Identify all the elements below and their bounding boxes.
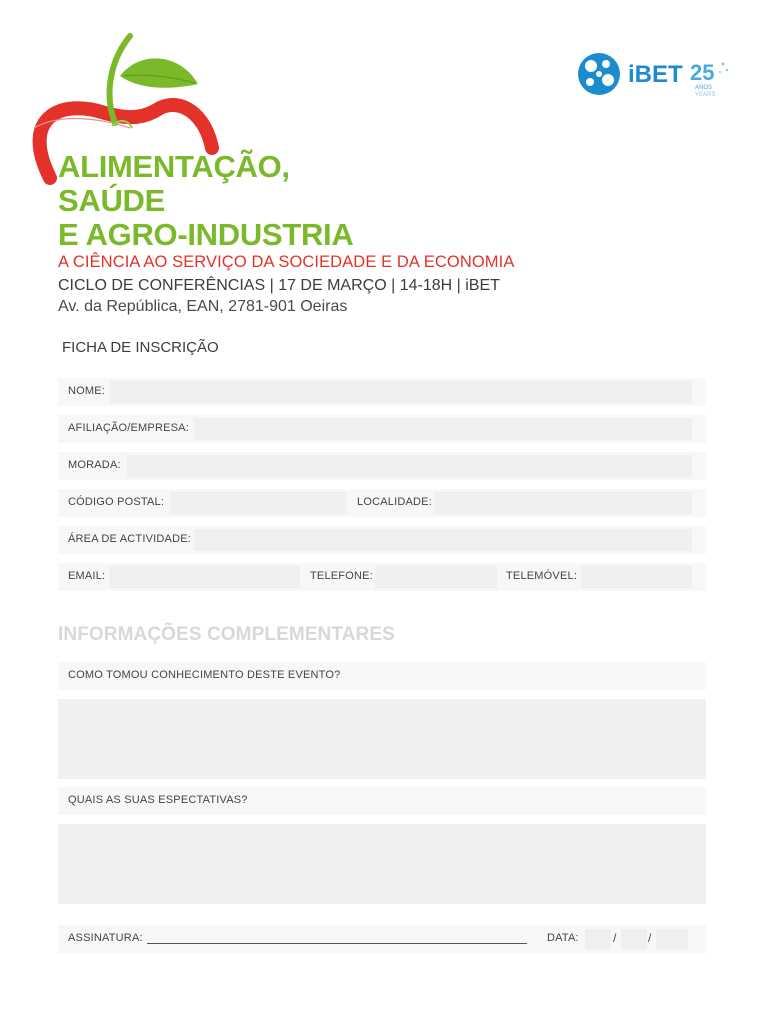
- morada-label: MORADA:: [68, 459, 121, 471]
- question-2-textarea[interactable]: [58, 824, 706, 904]
- anniversary-sub: YEARS: [695, 92, 716, 98]
- telemovel-input[interactable]: [581, 566, 692, 588]
- date-day-input[interactable]: [585, 929, 611, 949]
- event-line: [58, 277, 500, 295]
- title-line-3: E AGRO-INDUSTRIA: [58, 217, 354, 252]
- date-month-input[interactable]: [621, 929, 647, 949]
- signature-line[interactable]: [147, 943, 527, 944]
- date-separator-2: /: [648, 931, 652, 945]
- signature-label: ASSINATURA:: [68, 932, 143, 944]
- morada-input[interactable]: [127, 455, 692, 477]
- nome-label: NOME:: [68, 385, 106, 397]
- telefone-label: TELEFONE:: [310, 570, 373, 582]
- question-2-row: [58, 787, 706, 815]
- morada-row: [58, 452, 706, 480]
- area-label: ÁREA DE ACTIVIDADE:: [68, 533, 192, 545]
- ibet-wordmark: iBET: [628, 61, 683, 88]
- page-title: [58, 150, 353, 252]
- nome-row: [58, 378, 706, 406]
- question-1-textarea[interactable]: [58, 699, 706, 779]
- ibet-logo: [575, 50, 740, 100]
- telemovel-label: TELEMÓVEL:: [506, 570, 578, 582]
- email-input[interactable]: [110, 566, 300, 588]
- question-2-label: QUAIS AS SUAS ESPECTATIVAS?: [68, 794, 248, 806]
- localidade-label: LOCALIDADE:: [357, 496, 432, 508]
- ibet-globe-icon: [575, 50, 740, 100]
- event-address: Av. da República, EAN, 2781-901 Oeiras: [58, 298, 348, 315]
- subtitle: A CIÊNCIA AO SERVIÇO DA SOCIEDADE E DA ECONOMIA: [58, 253, 515, 271]
- anniversary-word: ANOS: [695, 85, 713, 91]
- email-label: EMAIL:: [68, 570, 106, 582]
- contact-row: [58, 563, 706, 591]
- section-title: INFORMAÇÕES COMPLEMENTARES: [58, 624, 395, 645]
- date-year-input[interactable]: [656, 929, 688, 949]
- question-1-row: [58, 662, 706, 690]
- codigo-postal-row: [58, 489, 706, 517]
- area-row: [58, 526, 706, 554]
- date-separator-1: /: [613, 931, 617, 945]
- date-label: DATA:: [547, 932, 579, 944]
- codigo-postal-input[interactable]: [170, 492, 346, 514]
- afiliacao-label: AFILIAÇÃO/EMPRESA:: [68, 422, 189, 434]
- codigo-postal-label: CÓDIGO POSTAL:: [68, 496, 165, 508]
- question-1-label: COMO TOMOU CONHECIMENTO DESTE EVENTO?: [68, 669, 341, 681]
- localidade-input[interactable]: [434, 492, 692, 514]
- telefone-input[interactable]: [375, 566, 497, 588]
- afiliacao-row: [58, 415, 706, 443]
- anniversary-number: 25: [690, 60, 715, 85]
- area-input[interactable]: [194, 529, 692, 551]
- afiliacao-input[interactable]: [194, 418, 692, 440]
- title-line-2: SAÚDE: [58, 183, 166, 218]
- title-line-1: ALIMENTAÇÃO,: [58, 149, 290, 184]
- form-title: FICHA DE INSCRIÇÃO: [62, 339, 219, 356]
- event-details: | 17 DE MARÇO | 14-18H | iBET: [265, 277, 500, 294]
- signature-row: [58, 925, 706, 953]
- nome-input[interactable]: [110, 381, 692, 403]
- event-name: CICLO DE CONFERÊNCIAS: [58, 277, 266, 294]
